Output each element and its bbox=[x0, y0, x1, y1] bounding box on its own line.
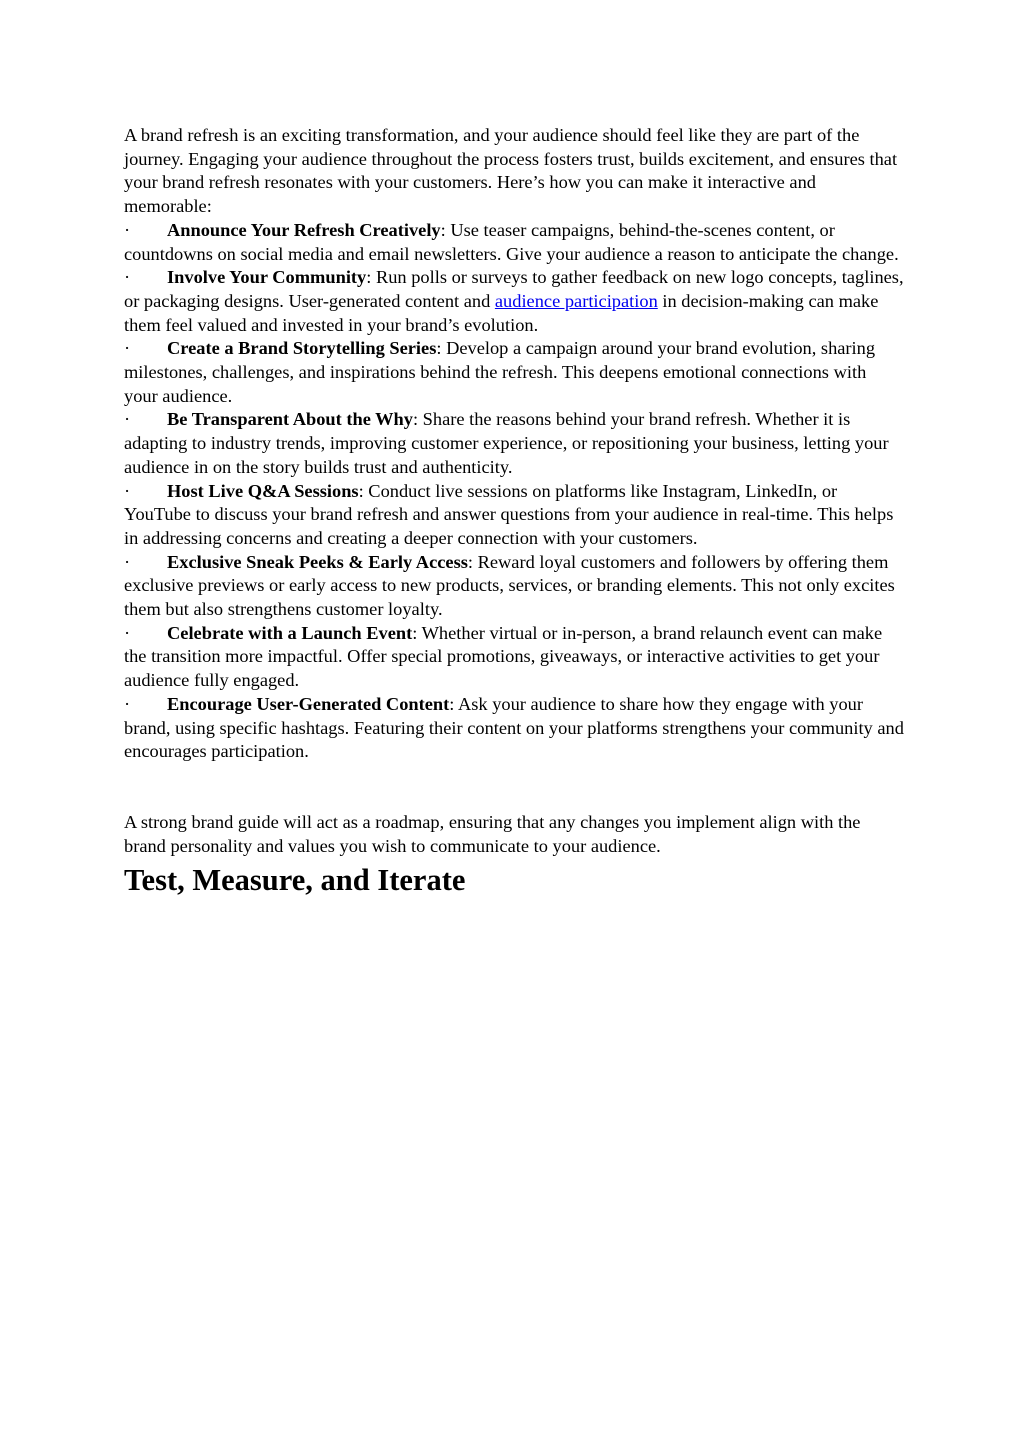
item-text: : Conduct live sessions on platforms like Instagram, LinkedIn, or YouTube to discuss your brand refresh and answer questions from your audience in real-time. This helps in addressing concerns and creating a deeper connection with your customers. bbox=[124, 480, 894, 548]
audience-participation-link[interactable]: audience participation bbox=[494, 290, 658, 311]
item-text: : Use teaser campaigns, behind-the-scenes content, or countdowns on social media and email newsletters. Give your audience a reason to anticipate the change. bbox=[124, 219, 899, 264]
section-heading: Test, Measure, and Iterate bbox=[124, 862, 466, 897]
item-term: Create a Brand Storytelling Series bbox=[167, 338, 437, 359]
item-text: : Share the reasons behind your brand refresh. Whether it is adapting to industry trends, improving customer experience, or repositioning your business, letting your audience in on the story builds trust and authenticity. bbox=[124, 409, 889, 477]
list-item bbox=[124, 480, 904, 551]
item-term: Celebrate with a Launch Event bbox=[167, 622, 413, 643]
item-text: : Whether virtual or in-person, a brand relaunch event can make the transition more impactful. Offer special promotions, giveaways, or interactive activities to get your audience fully engaged. bbox=[124, 622, 883, 691]
item-term: Host Live Q&A Sessions bbox=[167, 480, 359, 501]
item-text: : Reward loyal customers and followers by offering them exclusive previews or early access to new products, services, or branding elements. This not only excites them but also strengthens customer loyalty. bbox=[124, 551, 895, 620]
list-item bbox=[124, 219, 904, 266]
list-item bbox=[124, 408, 904, 479]
bullet-marker: · bbox=[124, 338, 131, 359]
list-item bbox=[124, 622, 904, 693]
bullet-marker: · bbox=[124, 267, 131, 288]
list-item bbox=[124, 266, 904, 337]
bullet-marker: · bbox=[124, 219, 131, 240]
item-term: Involve Your Community bbox=[167, 267, 367, 288]
list-item bbox=[124, 693, 904, 764]
item-text: : Ask your audience to share how they engage with your brand, using specific hashtags. Featuring their content on your platforms strengthens your community and encourages participation. bbox=[124, 693, 904, 762]
engagement-list bbox=[124, 219, 904, 764]
closing-paragraph: A strong brand guide will act as a roadmap, ensuring that any changes you implement align with the brand personality and values you wish to communicate to your audience. bbox=[124, 812, 861, 857]
bullet-marker: · bbox=[124, 551, 131, 572]
intro-paragraph: A brand refresh is an exciting transformation, and your audience should feel like they are part of the journey. Engaging your audience throughout the process fosters trust, builds excitement, and ensures that your brand refresh resonates with your customers. Here’s how you can make it interactive and memorable: bbox=[124, 125, 898, 217]
item-term: Encourage User-Generated Content bbox=[167, 693, 450, 714]
bullet-marker: · bbox=[124, 409, 131, 430]
document-body bbox=[124, 124, 904, 899]
item-term: Announce Your Refresh Creatively bbox=[167, 219, 441, 240]
item-text: : Develop a campaign around your brand evolution, sharing milestones, challenges, and inspirations behind the refresh. This deepens emotional connections with your audience. bbox=[124, 338, 876, 406]
item-text: in decision-making can make them feel valued and invested in your brand’s evolution. bbox=[124, 290, 879, 335]
list-item bbox=[124, 337, 904, 408]
bullet-marker: · bbox=[124, 622, 131, 643]
list-item bbox=[124, 551, 904, 622]
bullet-marker: · bbox=[124, 480, 131, 501]
item-term: Exclusive Sneak Peeks & Early Access bbox=[167, 551, 468, 572]
item-term: Be Transparent About the Why bbox=[167, 409, 413, 430]
blank-spacer bbox=[124, 764, 904, 811]
item-text: : Run polls or surveys to gather feedback on new logo concepts, taglines, or packaging designs. User-generated content and bbox=[124, 267, 904, 311]
bullet-marker: · bbox=[124, 693, 131, 714]
